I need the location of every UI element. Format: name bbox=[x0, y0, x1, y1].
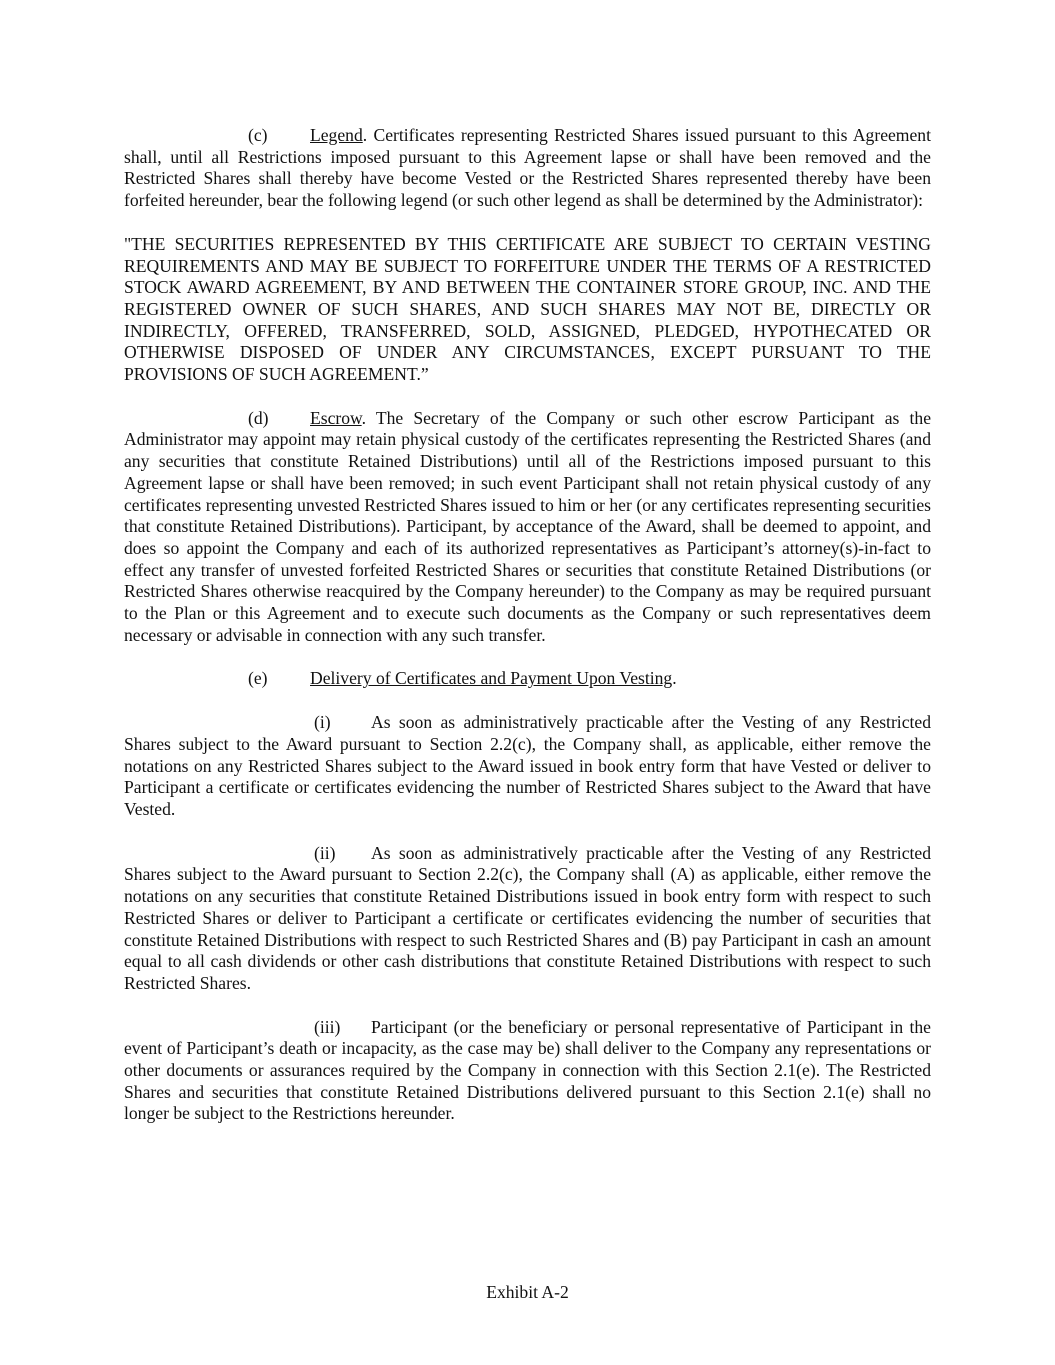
section-e-text: . bbox=[672, 668, 677, 689]
section-d-number: (d) bbox=[248, 407, 269, 428]
section-e-iii-text: Participant (or the beneficiary or personal representative of Participant in the event of Participant’s death or incapacity, as the case may be) shall deliver to the Company any representations or other documents or assurances required by the Company in connection with this Section 2.1(e). The Restricted Shares and securities that constitute Retained Distributions delivered pursuant to this Section 2.1(e) shall no longer be subject to the Restrictions hereunder. bbox=[124, 1016, 931, 1124]
section-e-paragraph bbox=[124, 668, 931, 690]
section-d-heading: Escrow bbox=[310, 407, 362, 428]
section-e-iii-number: (iii) bbox=[314, 1016, 341, 1037]
section-e-number: (e) bbox=[248, 668, 268, 689]
section-d-paragraph bbox=[124, 408, 931, 647]
section-e-iii-paragraph bbox=[124, 1017, 931, 1126]
section-e-i-number: (i) bbox=[314, 712, 331, 733]
document-body bbox=[124, 125, 931, 1147]
section-d-text: . The Secretary of the Company or such other escrow Participant as the Administrator may appoint may retain physical custody of the certificates representing the Restricted Shares (and any securities that constitute Retained Distributions) until all of the Restrictions imposed pursuant to this Agreement lapse or shall have been removed; in such event Participant shall not retain physical custody of any certificates representing unvested Restricted Shares issued to him or her (or any certificates representing securities that constitute Retained Distributions). Participant, by acceptance of the Award, shall be deemed to appoint, and does so appoint the Company and each of its authorized representatives as Participant’s attorney(s)-in-fact to effect any transfer of unvested forfeited Restricted Shares or securities that constitute Retained Distributions (or Restricted Shares otherwise reacquired by the Company hereunder) to the Company as may be required pursuant to the Plan or this Agreement and to execute such documents as the Company or such representatives deem necessary or advisable in connection with any such transfer. bbox=[124, 407, 931, 645]
page-footer: Exhibit A-2 bbox=[486, 1282, 569, 1302]
section-c-text: . Certificates representing Restricted Shares issued pursuant to this Agreement shall, until all Restrictions imposed pursuant to this Agreement lapse or shall have been removed and the Restricted Shares shall thereby have become Vested or the Restricted Shares represented thereby have been forfeited hereunder, bear the following legend (or such other legend as shall be determined by the Administrator): bbox=[124, 125, 931, 211]
legend-quote: "THE SECURITIES REPRESENTED BY THIS CERTIFICATE ARE SUBJECT TO CERTAIN VESTING REQUIREMENTS AND MAY BE SUBJECT TO FORFEITURE UNDER THE TERMS OF A RESTRICTED STOCK AWARD AGREEMENT, BY AND BETWEEN THE CONTAINER STORE GROUP, INC. AND THE REGISTERED OWNER OF SUCH SHARES, AND SUCH SHARES MAY NOT BE, DIRECTLY OR INDIRECTLY, OFFERED, TRANSFERRED, SOLD, ASSIGNED, PLEDGED, HYPOTHECATED OR OTHERWISE DISPOSED OF UNDER ANY CIRCUMSTANCES, EXCEPT PURSUANT TO THE PROVISIONS OF SUCH AGREEMENT.” bbox=[124, 233, 931, 385]
section-e-i-text: As soon as administratively practicable after the Vesting of any Restricted Shares subject to the Award pursuant to Section 2.2(c), the Company shall, as applicable, either remove the notations on any Restricted Shares subject to the Award issued in book entry form that have Vested or deliver to Participant a certificate or certificates evidencing the number of Restricted Shares subject to the Award that have Vested. bbox=[124, 712, 931, 819]
section-e-heading: Delivery of Certificates and Payment Upon Vesting bbox=[310, 668, 673, 689]
section-e-i-paragraph bbox=[124, 712, 931, 821]
section-c-paragraph bbox=[124, 125, 931, 212]
section-c-heading: Legend bbox=[310, 125, 363, 145]
section-c-number: (c) bbox=[248, 125, 268, 145]
section-e-ii-paragraph bbox=[124, 843, 931, 995]
section-e-ii-text: As soon as administratively practicable after the Vesting of any Restricted Shares subject to the Award pursuant to Section 2.2(c), the Company shall (A) as applicable, either remove the notations on any securities that constitute Retained Distributions issued in book entry form with respect to such Restricted Shares or deliver to Participant a certificate or certificates evidencing the number of securities that constitute Retained Distributions with respect to such Restricted Shares and (B) pay Participant in cash an amount equal to all cash dividends or other cash distributions that constitute Retained Distributions with respect to such Restricted Shares. bbox=[124, 842, 931, 993]
section-e-ii-number: (ii) bbox=[314, 842, 336, 863]
